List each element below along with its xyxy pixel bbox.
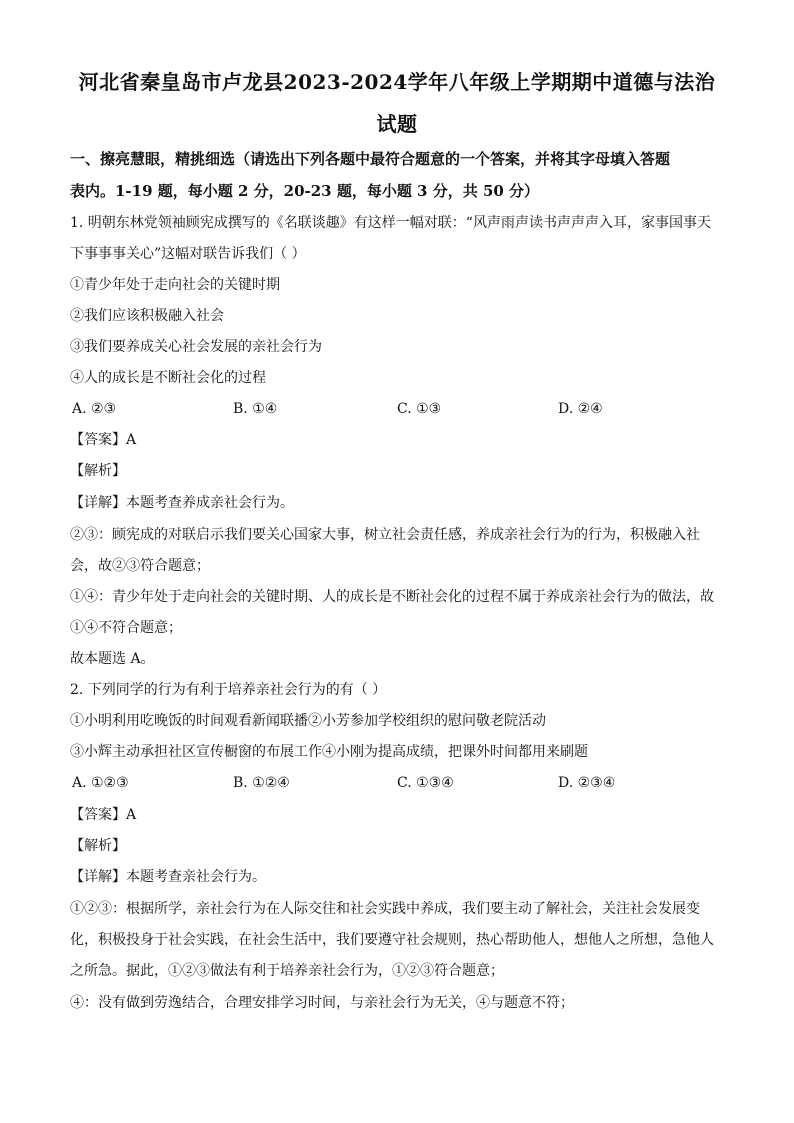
section-heading-line2: 表内。1-19 题，每小题 2 分，20-23 题，每小题 3 分，共 50 分） bbox=[70, 182, 540, 200]
q2-item: ①小明利用吃晚饭的时间观看新闻联播②小芳参加学校组织的慰问敬老院活动 bbox=[70, 713, 546, 729]
q2-stem: 2. 下列同学的行为有利于培养亲社会行为的有（ ） bbox=[70, 682, 387, 698]
page-title: 河北省秦皇岛市卢龙县2023-2024学年八年级上学期期中道德与法治 bbox=[78, 70, 716, 94]
q1-option-a: A. ②③ bbox=[72, 401, 117, 417]
q1-item: ④人的成长是不断社会化的过程 bbox=[70, 370, 266, 386]
q1-explanation: ②③：顾宪成的对联启示我们要关心国家大事，树立社会责任感，养成亲社会行为的行为，积极融入社 bbox=[70, 527, 700, 543]
q2-answer: 【答案】A bbox=[70, 807, 137, 823]
q1-stem-line2: 下事事事关心”这幅对联告诉我们（ ） bbox=[70, 246, 306, 262]
q2-option-c: C. ①③④ bbox=[397, 775, 454, 791]
q1-analysis: 【解析】 bbox=[70, 463, 126, 479]
q1-stem: 1. 明朝东林党领袖顾宪成撰写的《名联谈趣》有这样一幅对联：“风声雨声读书声声声入耳，家事国事天 bbox=[70, 215, 711, 231]
q2-explanation: ④：没有做到劳逸结合，合理安排学习时间，与亲社会行为无关，④与题意不符； bbox=[70, 995, 574, 1011]
q2-option-d: D. ②③④ bbox=[558, 775, 616, 791]
q2-item: ③小辉主动承担社区宣传橱窗的布展工作④小刚为提高成绩，把课外时间都用来刷题 bbox=[70, 744, 588, 760]
q1-explanation: ①④：青少年处于走向社会的关键时期、人的成长是不断社会化的过程不属于养成亲社会行为的做法，故 bbox=[70, 589, 714, 605]
q2-option-a: A. ①②③ bbox=[72, 775, 129, 791]
q1-item: ②我们应该积极融入社会 bbox=[70, 308, 224, 324]
q1-detail: 【详解】本题考查养成亲社会行为。 bbox=[70, 495, 294, 511]
q1-answer: 【答案】A bbox=[70, 432, 137, 448]
q2-detail: 【详解】本题考查亲社会行为。 bbox=[70, 869, 266, 885]
q1-explanation: 会，故②③符合题意； bbox=[70, 558, 210, 574]
q1-explanation: ①④不符合题意； bbox=[70, 620, 182, 636]
section-heading: 一、擦亮慧眼，精挑细选（请选出下列各题中最符合题意的一个答案，并将其字母填入答题 bbox=[70, 150, 671, 168]
q2-explanation: ①②③：根据所学，亲社会行为在人际交往和社会实践中养成，我们要主动了解社会，关注社会发展变 bbox=[70, 901, 700, 917]
q1-option-d: D. ②④ bbox=[558, 401, 603, 417]
q1-option-b: B. ①④ bbox=[233, 401, 278, 417]
q1-option-c: C. ①③ bbox=[397, 401, 442, 417]
q1-explanation: 故本题选 A。 bbox=[70, 651, 155, 667]
page-title-line2: 试题 bbox=[376, 112, 418, 136]
q2-explanation: 化，积极投身于社会实践，在社会生活中，我们要遵守社会规则，热心帮助他人，想他人之所想，急他人 bbox=[70, 932, 714, 948]
q2-analysis: 【解析】 bbox=[70, 838, 126, 854]
q2-explanation: 之所急。据此，①②③做法有利于培养亲社会行为，①②③符合题意； bbox=[70, 963, 504, 979]
q1-item: ①青少年处于走向社会的关键时期 bbox=[70, 277, 280, 293]
q1-item: ③我们要养成关心社会发展的亲社会行为 bbox=[70, 339, 322, 355]
q2-option-b: B. ①②④ bbox=[233, 775, 290, 791]
